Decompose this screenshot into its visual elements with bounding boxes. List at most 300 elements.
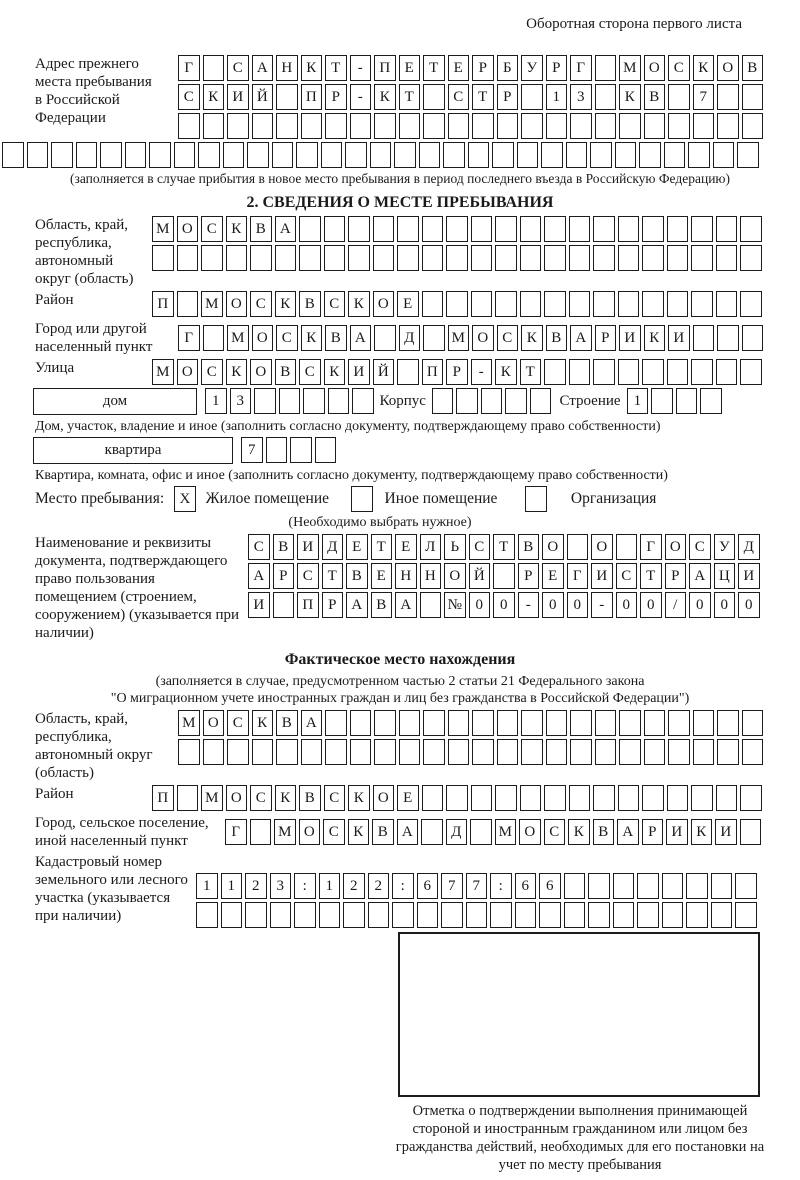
- char-cell: [303, 388, 325, 414]
- char-cell: П: [301, 84, 323, 110]
- char-cell: [590, 142, 612, 168]
- char-cell: [716, 785, 738, 811]
- char-cell: М: [274, 819, 296, 845]
- char-cell: [324, 216, 346, 242]
- char-cell: [497, 113, 519, 139]
- char-cell: [588, 902, 610, 928]
- char-cell: [637, 902, 659, 928]
- char-cell: [716, 245, 738, 271]
- char-cell: О: [177, 216, 199, 242]
- house-caption: Дом, участок, владение и иное (заполнить согласно документу, подтверждающему право собственности): [35, 419, 661, 434]
- char-cell: В: [275, 359, 297, 385]
- char-cell: Т: [640, 563, 662, 589]
- char-cell: [505, 388, 527, 414]
- char-cell: Р: [472, 55, 494, 81]
- char-cell: [691, 216, 713, 242]
- char-cell: П: [152, 785, 174, 811]
- char-cell: Г: [570, 55, 592, 81]
- prev-address-row-4: [2, 142, 800, 168]
- char-cell: [735, 902, 757, 928]
- char-cell: [569, 216, 591, 242]
- char-cell: [374, 113, 396, 139]
- char-cell: С: [250, 785, 272, 811]
- apartment-block: [0, 437, 800, 464]
- char-cell: -: [350, 84, 372, 110]
- char-cell: [569, 359, 591, 385]
- char-cell: [399, 739, 421, 765]
- char-cell: [693, 113, 715, 139]
- char-cell: П: [422, 359, 444, 385]
- char-cell: [343, 902, 365, 928]
- char-cell: О: [177, 359, 199, 385]
- char-cell: 0: [714, 592, 736, 618]
- char-cell: [740, 359, 762, 385]
- char-cell: [350, 739, 372, 765]
- char-cell: А: [617, 819, 639, 845]
- char-cell: [593, 359, 615, 385]
- char-cell: Р: [273, 563, 295, 589]
- street-row: [152, 359, 762, 385]
- char-cell: И: [297, 534, 319, 560]
- char-cell: [368, 902, 390, 928]
- char-cell: [432, 388, 454, 414]
- char-cell: [539, 902, 561, 928]
- char-cell: М: [152, 216, 174, 242]
- char-cell: Т: [472, 84, 494, 110]
- char-cell: А: [346, 592, 368, 618]
- char-cell: В: [299, 785, 321, 811]
- fact-city-row: [225, 819, 761, 845]
- char-cell: [301, 739, 323, 765]
- char-cell: Р: [325, 84, 347, 110]
- apartment-caption: Квартира, комната, офис и иное (заполнить согласно документу, подтверждающему право собственности): [35, 468, 668, 483]
- char-cell: 6: [417, 873, 439, 899]
- char-cell: О: [226, 785, 248, 811]
- stay-option-residential: Жилое помещение: [205, 490, 330, 507]
- char-cell: [593, 245, 615, 271]
- char-cell: [315, 437, 337, 463]
- char-cell: [642, 291, 664, 317]
- char-cell: Й: [469, 563, 491, 589]
- char-cell: [276, 84, 298, 110]
- char-cell: Е: [397, 785, 419, 811]
- char-cell: 6: [515, 873, 537, 899]
- char-cell: :: [294, 873, 316, 899]
- char-cell: Р: [665, 563, 687, 589]
- char-cell: [570, 710, 592, 736]
- char-cell: [392, 902, 414, 928]
- char-cell: [593, 291, 615, 317]
- char-cell: Т: [423, 55, 445, 81]
- stroenie-row: [627, 388, 722, 414]
- fact-subtitle-1: (заполняется в случае, предусмотренном частью 2 статьи 21 Федерального закона: [155, 674, 645, 689]
- char-cell: [742, 84, 764, 110]
- char-cell: В: [273, 534, 295, 560]
- char-cell: [520, 785, 542, 811]
- char-cell: [471, 291, 493, 317]
- house-widebox: дом: [33, 388, 197, 415]
- char-cell: [691, 359, 713, 385]
- city-block: [0, 320, 800, 356]
- city-row: [178, 325, 763, 351]
- char-cell: [422, 216, 444, 242]
- char-cell: Г: [567, 563, 589, 589]
- char-cell: Б: [497, 55, 519, 81]
- char-cell: К: [252, 710, 274, 736]
- char-cell: К: [226, 216, 248, 242]
- char-cell: [301, 113, 323, 139]
- char-cell: [448, 710, 470, 736]
- char-cell: В: [371, 592, 393, 618]
- char-cell: С: [668, 55, 690, 81]
- char-cell: [567, 534, 589, 560]
- char-cell: [569, 785, 591, 811]
- char-cell: [520, 245, 542, 271]
- char-cell: [668, 113, 690, 139]
- char-cell: К: [226, 359, 248, 385]
- char-cell: [423, 84, 445, 110]
- char-cell: К: [348, 785, 370, 811]
- char-cell: -: [591, 592, 613, 618]
- char-cell: М: [201, 785, 223, 811]
- char-cell: О: [373, 785, 395, 811]
- char-cell: [615, 142, 637, 168]
- char-cell: [667, 245, 689, 271]
- house-number-row: [205, 388, 374, 414]
- char-cell: [441, 902, 463, 928]
- char-cell: [595, 113, 617, 139]
- char-cell: Е: [399, 55, 421, 81]
- char-cell: [266, 437, 288, 463]
- char-cell: [495, 785, 517, 811]
- char-cell: [691, 245, 713, 271]
- char-cell: [177, 245, 199, 271]
- stroenie-label: Строение: [559, 393, 621, 409]
- char-cell: [319, 902, 341, 928]
- char-cell: Т: [520, 359, 542, 385]
- char-cell: [716, 359, 738, 385]
- char-cell: [374, 710, 396, 736]
- char-cell: [252, 739, 274, 765]
- char-cell: 2: [368, 873, 390, 899]
- char-cell: Е: [371, 563, 393, 589]
- char-cell: [619, 710, 641, 736]
- char-cell: Р: [497, 84, 519, 110]
- char-cell: [125, 142, 147, 168]
- char-cell: [637, 873, 659, 899]
- char-cell: В: [299, 291, 321, 317]
- char-cell: [471, 785, 493, 811]
- char-cell: [201, 245, 223, 271]
- document-row-3: [248, 592, 760, 618]
- char-cell: [544, 785, 566, 811]
- char-cell: [667, 785, 689, 811]
- char-cell: [618, 245, 640, 271]
- char-cell: [422, 291, 444, 317]
- char-cell: С: [297, 563, 319, 589]
- char-cell: [227, 113, 249, 139]
- stay-type-note: (Необходимо выбрать нужное): [288, 515, 472, 530]
- char-cell: П: [152, 291, 174, 317]
- char-cell: [247, 142, 269, 168]
- char-cell: [325, 739, 347, 765]
- char-cell: К: [495, 359, 517, 385]
- char-cell: [421, 819, 443, 845]
- char-cell: [742, 325, 764, 351]
- char-cell: [100, 142, 122, 168]
- char-cell: У: [521, 55, 543, 81]
- char-cell: И: [248, 592, 270, 618]
- char-cell: [351, 486, 373, 512]
- char-cell: [521, 710, 543, 736]
- char-cell: -: [471, 359, 493, 385]
- char-cell: [737, 142, 759, 168]
- char-cell: С: [497, 325, 519, 351]
- char-cell: [397, 359, 419, 385]
- char-cell: С: [227, 55, 249, 81]
- char-cell: П: [374, 55, 396, 81]
- char-cell: 1: [546, 84, 568, 110]
- char-cell: О: [519, 819, 541, 845]
- char-cell: [174, 142, 196, 168]
- corner-note: Оборотная сторона первого листа: [526, 16, 742, 32]
- char-cell: [226, 245, 248, 271]
- char-cell: М: [152, 359, 174, 385]
- char-cell: А: [350, 325, 372, 351]
- char-cell: [321, 142, 343, 168]
- char-cell: [595, 84, 617, 110]
- char-cell: С: [250, 291, 272, 317]
- char-cell: [492, 142, 514, 168]
- char-cell: [446, 291, 468, 317]
- korpus-row: [432, 388, 552, 414]
- char-cell: /: [665, 592, 687, 618]
- char-cell: С: [448, 84, 470, 110]
- char-cell: [456, 388, 478, 414]
- char-cell: [700, 388, 722, 414]
- char-cell: И: [348, 359, 370, 385]
- char-cell: [595, 710, 617, 736]
- char-cell: [618, 291, 640, 317]
- char-cell: С: [689, 534, 711, 560]
- char-cell: 7: [241, 437, 263, 463]
- char-cell: [570, 113, 592, 139]
- char-cell: Е: [397, 291, 419, 317]
- char-cell: О: [252, 325, 274, 351]
- char-cell: С: [324, 785, 346, 811]
- char-cell: [668, 84, 690, 110]
- apartment-widebox: квартира: [33, 437, 233, 464]
- prev-address-label: Адрес прежнего места пребывания в Российской Федерации: [35, 56, 152, 126]
- char-cell: С: [544, 819, 566, 845]
- char-cell: [616, 534, 638, 560]
- char-cell: [51, 142, 73, 168]
- char-cell: [399, 710, 421, 736]
- char-cell: М: [201, 291, 223, 317]
- char-cell: [417, 902, 439, 928]
- char-cell: И: [591, 563, 613, 589]
- char-cell: Н: [420, 563, 442, 589]
- char-cell: Л: [420, 534, 442, 560]
- char-cell: В: [593, 819, 615, 845]
- char-cell: [279, 388, 301, 414]
- char-cell: К: [348, 291, 370, 317]
- char-cell: №: [444, 592, 466, 618]
- char-cell: [373, 245, 395, 271]
- char-cell: [651, 388, 673, 414]
- char-cell: [348, 245, 370, 271]
- char-cell: С: [201, 216, 223, 242]
- char-cell: О: [250, 359, 272, 385]
- char-cell: [299, 245, 321, 271]
- fact-subtitle-2: "О миграционном учете иностранных граждан и лиц без гражданства в Российской Федерации"): [110, 691, 690, 706]
- char-cell: [423, 325, 445, 351]
- cadastre-row-2: [196, 902, 757, 928]
- char-cell: [613, 902, 635, 928]
- char-cell: [593, 216, 615, 242]
- district-label: Район: [35, 292, 74, 308]
- char-cell: [569, 245, 591, 271]
- char-cell: [394, 142, 416, 168]
- char-cell: [569, 291, 591, 317]
- char-cell: [525, 486, 547, 512]
- char-cell: [544, 216, 566, 242]
- char-cell: [325, 113, 347, 139]
- char-cell: К: [374, 84, 396, 110]
- fact-district-label: Район: [35, 786, 74, 802]
- char-cell: И: [738, 563, 760, 589]
- char-cell: [177, 785, 199, 811]
- char-cell: Ь: [444, 534, 466, 560]
- char-cell: [544, 359, 566, 385]
- char-cell: Г: [178, 55, 200, 81]
- char-cell: [688, 142, 710, 168]
- char-cell: 7: [441, 873, 463, 899]
- char-cell: [668, 739, 690, 765]
- char-cell: [644, 739, 666, 765]
- char-cell: [595, 739, 617, 765]
- char-cell: [296, 142, 318, 168]
- char-cell: [716, 291, 738, 317]
- document-row-2: [248, 563, 760, 589]
- korpus-label: Корпус: [379, 393, 426, 409]
- char-cell: Р: [642, 819, 664, 845]
- char-cell: С: [178, 84, 200, 110]
- char-cell: М: [448, 325, 470, 351]
- char-cell: [422, 785, 444, 811]
- char-cell: X: [174, 486, 196, 512]
- document-row-1: [248, 534, 760, 560]
- char-cell: [374, 325, 396, 351]
- char-cell: [178, 113, 200, 139]
- char-cell: [517, 142, 539, 168]
- char-cell: С: [323, 819, 345, 845]
- char-cell: 1: [627, 388, 649, 414]
- char-cell: [290, 437, 312, 463]
- stay-type-block: [0, 486, 800, 512]
- char-cell: [419, 142, 441, 168]
- char-cell: С: [276, 325, 298, 351]
- char-cell: П: [297, 592, 319, 618]
- char-cell: [196, 902, 218, 928]
- char-cell: С: [616, 563, 638, 589]
- char-cell: А: [395, 592, 417, 618]
- prev-address-row-2: [178, 84, 763, 110]
- stay-checkbox-organization: [525, 486, 547, 512]
- char-cell: Д: [399, 325, 421, 351]
- char-cell: С: [227, 710, 249, 736]
- char-cell: Р: [446, 359, 468, 385]
- fact-region-label: Область, край, республика, автономный округ (область): [35, 711, 153, 781]
- char-cell: 3: [570, 84, 592, 110]
- prev-address-row-1: [178, 55, 763, 81]
- fact-region-row-2: [178, 739, 763, 765]
- char-cell: [546, 710, 568, 736]
- char-cell: [446, 785, 468, 811]
- char-cell: Е: [448, 55, 470, 81]
- house-block: [0, 388, 800, 415]
- char-cell: В: [644, 84, 666, 110]
- char-cell: [668, 710, 690, 736]
- char-cell: В: [742, 55, 764, 81]
- char-cell: [644, 113, 666, 139]
- char-cell: [667, 359, 689, 385]
- char-cell: А: [275, 216, 297, 242]
- fact-city-label: Город, сельское поселение, иной населенный пункт: [35, 815, 209, 849]
- char-cell: К: [275, 291, 297, 317]
- char-cell: [468, 142, 490, 168]
- char-cell: [740, 216, 762, 242]
- char-cell: [530, 388, 552, 414]
- char-cell: И: [619, 325, 641, 351]
- char-cell: [324, 245, 346, 271]
- char-cell: [446, 245, 468, 271]
- char-cell: 7: [466, 873, 488, 899]
- char-cell: [520, 216, 542, 242]
- char-cell: [177, 291, 199, 317]
- char-cell: [717, 710, 739, 736]
- region-row-1: [152, 216, 762, 242]
- char-cell: [178, 739, 200, 765]
- char-cell: [420, 592, 442, 618]
- char-cell: [644, 710, 666, 736]
- char-cell: [203, 739, 225, 765]
- char-cell: [345, 142, 367, 168]
- char-cell: [495, 245, 517, 271]
- district-row: [152, 291, 762, 317]
- char-cell: [423, 113, 445, 139]
- char-cell: 3: [270, 873, 292, 899]
- char-cell: [686, 902, 708, 928]
- char-cell: К: [521, 325, 543, 351]
- char-cell: О: [644, 55, 666, 81]
- char-cell: С: [248, 534, 270, 560]
- char-cell: [198, 142, 220, 168]
- char-cell: К: [568, 819, 590, 845]
- char-cell: [223, 142, 245, 168]
- char-cell: [521, 84, 543, 110]
- char-cell: С: [324, 291, 346, 317]
- char-cell: [270, 902, 292, 928]
- char-cell: Й: [373, 359, 395, 385]
- char-cell: [374, 739, 396, 765]
- char-cell: [203, 325, 225, 351]
- fact-title: Фактическое место нахождения: [284, 651, 516, 668]
- char-cell: [250, 245, 272, 271]
- char-cell: К: [619, 84, 641, 110]
- char-cell: О: [542, 534, 564, 560]
- char-cell: С: [469, 534, 491, 560]
